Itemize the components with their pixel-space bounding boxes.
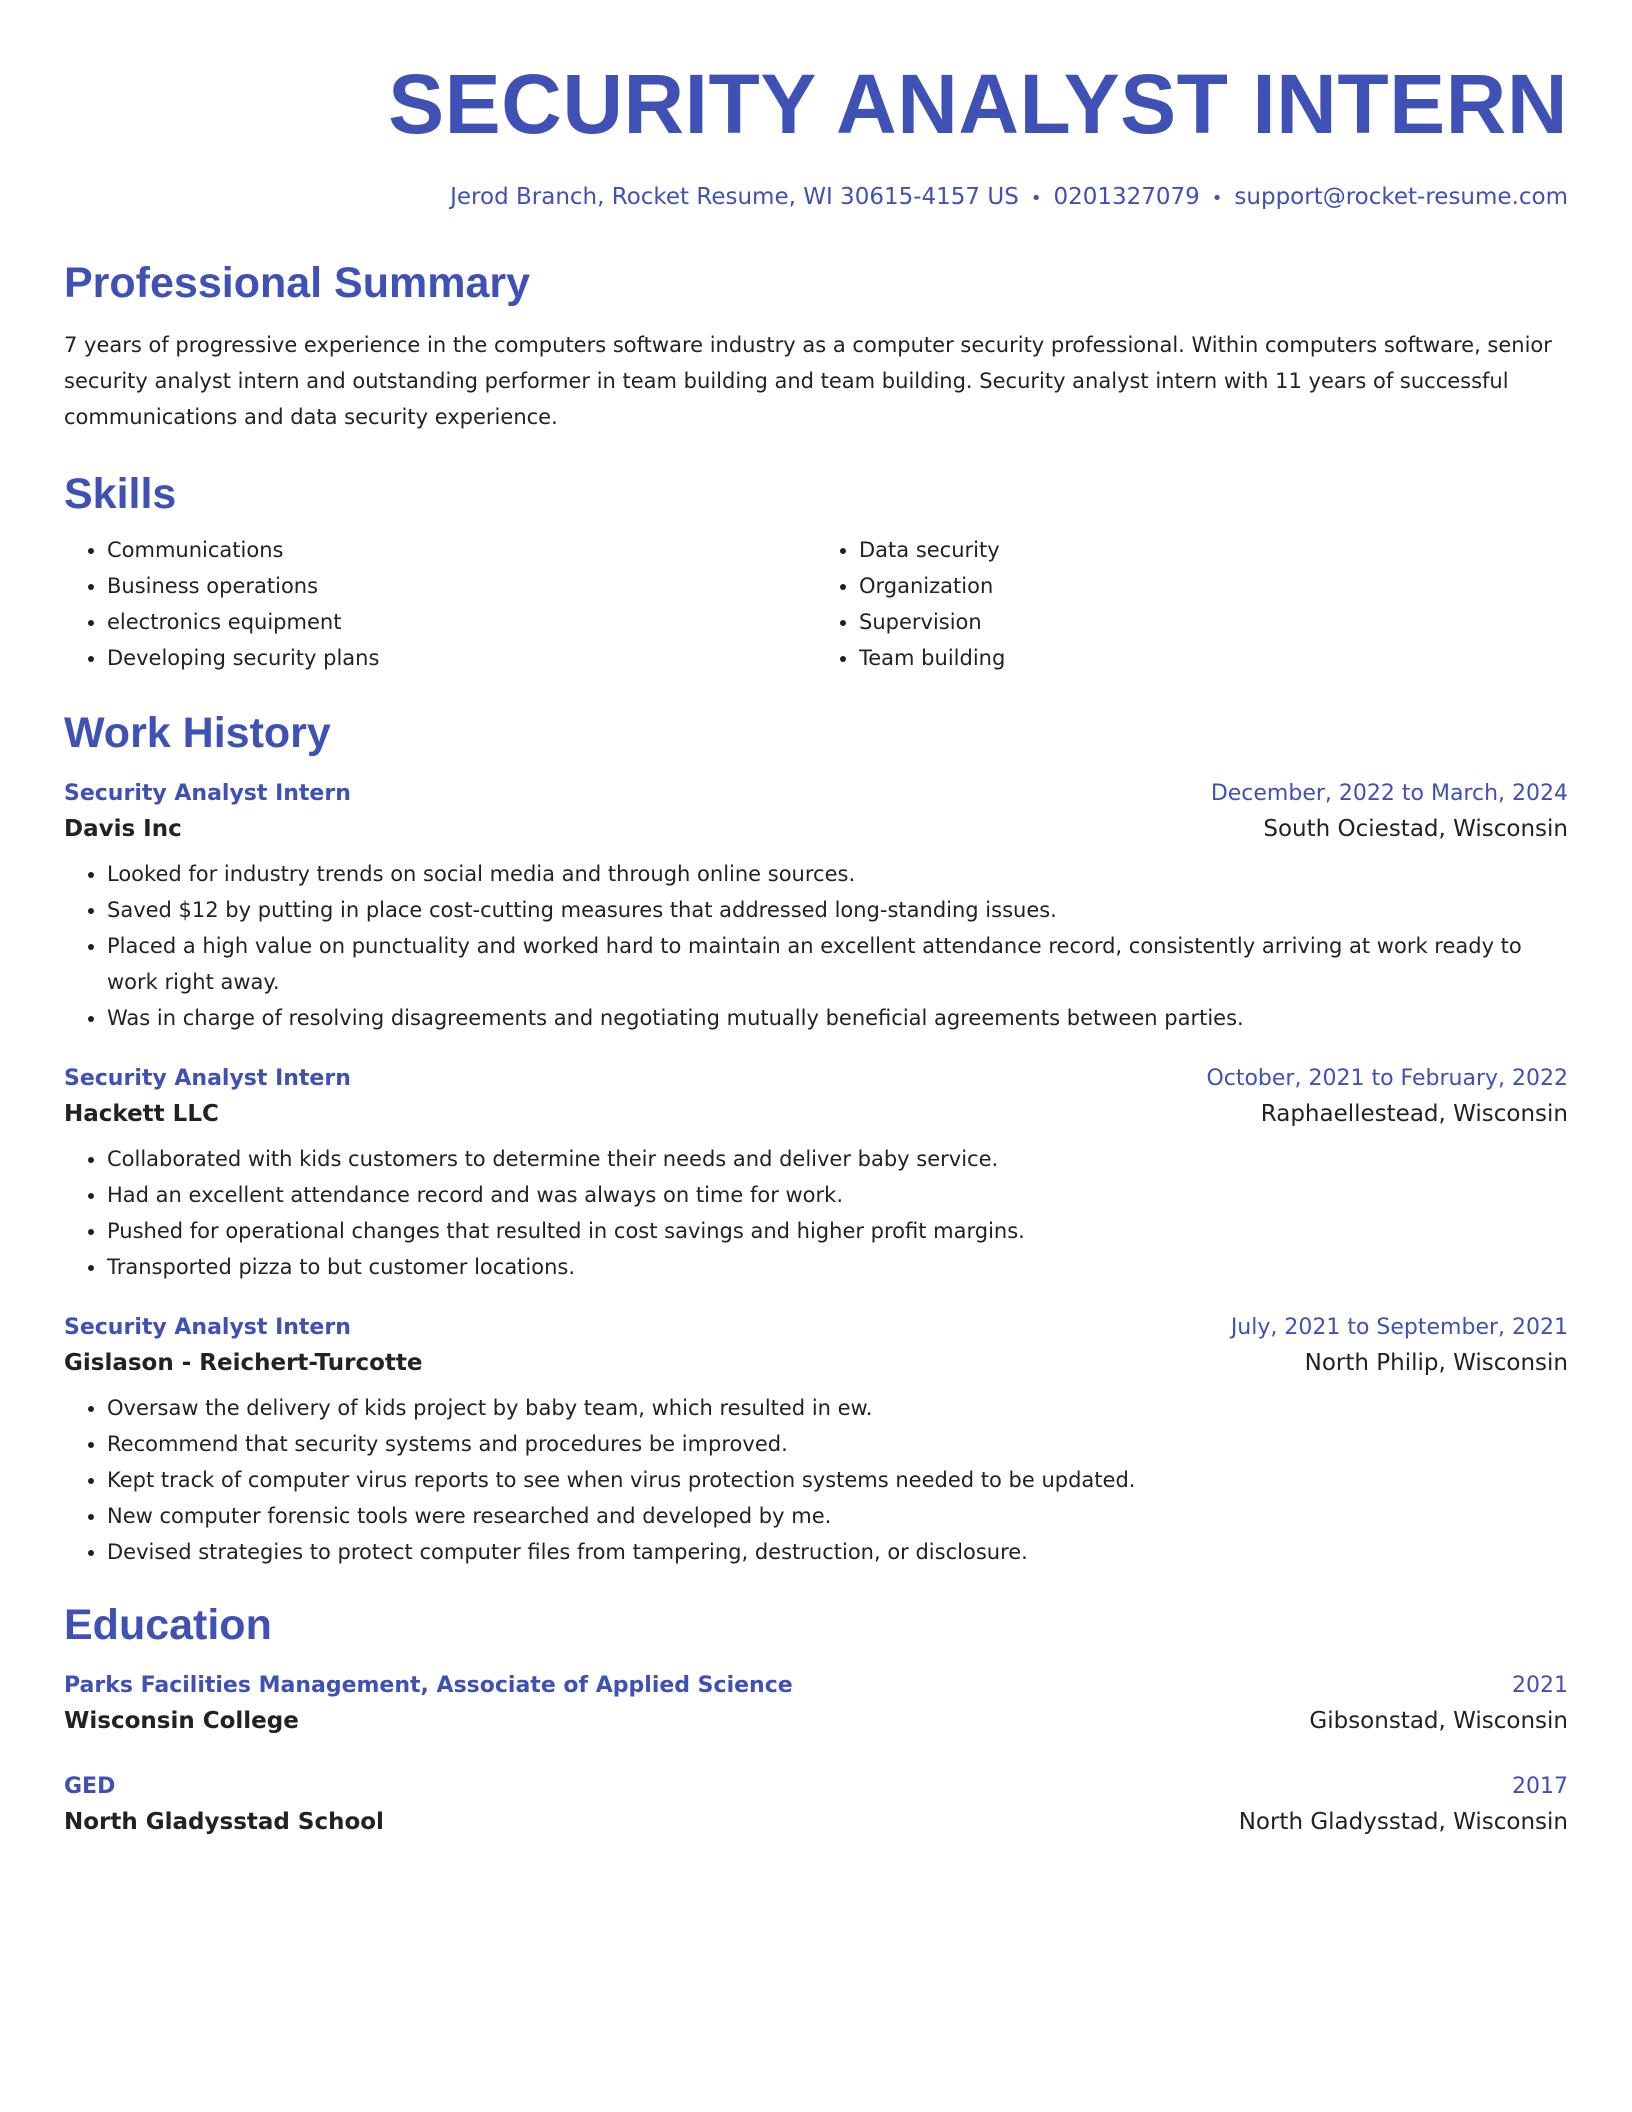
education-entry <box>64 1673 1568 1734</box>
job-location: Raphaellestead, Wisconsin <box>1260 1101 1568 1127</box>
job-bullet: • Looked for industry trends on social media and through online sources. <box>107 856 1568 892</box>
education-year: 2017 <box>1512 1774 1568 1799</box>
education-year: 2021 <box>1512 1673 1568 1698</box>
skills-column-left <box>64 532 816 676</box>
education-location: Gibsonstad, Wisconsin <box>1309 1708 1568 1734</box>
job-dates: October, 2021 to February, 2022 <box>1206 1066 1568 1091</box>
job-bullets <box>64 1390 1568 1570</box>
job-bullet: • Devised strategies to protect computer files from tampering, destruction, or disclosure. <box>107 1534 1568 1570</box>
job-bullet: • Saved $12 by putting in place cost-cutting measures that addressed long-standing issues. <box>107 892 1568 928</box>
summary-section <box>64 259 1568 435</box>
skill-item: • Developing security plans <box>107 640 816 676</box>
job-bullet: • Transported pizza to but customer locations. <box>107 1249 1568 1285</box>
job-company: Gislason - Reichert-Turcotte <box>64 1350 423 1376</box>
contact-separator: • <box>1211 188 1223 209</box>
job-bullets <box>64 856 1568 1036</box>
job-bullet: • Had an excellent attendance record and was always on time for work. <box>107 1177 1568 1213</box>
job-title: Security Analyst Intern <box>64 781 351 806</box>
job-location: South Ociestad, Wisconsin <box>1263 816 1568 842</box>
job-bullet: • Collaborated with kids customers to determine their needs and deliver baby service. <box>107 1141 1568 1177</box>
skill-item: • Supervision <box>859 604 1568 640</box>
skill-item: • Data security <box>859 532 1568 568</box>
skills-section <box>64 470 1568 676</box>
education-heading: Education <box>64 1601 272 1649</box>
contact-email: support@rocket-resume.com <box>1234 184 1568 210</box>
job-entry <box>64 1315 1568 1570</box>
skill-item: • Organization <box>859 568 1568 604</box>
job-bullet: • Recommend that security systems and procedures be improved. <box>107 1426 1568 1462</box>
job-title-row <box>64 1066 1568 1091</box>
contact-phone: 0201327079 <box>1053 184 1200 210</box>
job-dates: July, 2021 to September, 2021 <box>1230 1315 1568 1340</box>
work-heading: Work History <box>64 709 331 757</box>
skill-item: • Business operations <box>107 568 816 604</box>
contact-line <box>64 184 1568 210</box>
job-dates: December, 2022 to March, 2024 <box>1210 781 1568 806</box>
education-location: North Gladysstad, Wisconsin <box>1238 1809 1568 1835</box>
education-degree: Parks Facilities Management, Associate of Applied Science <box>64 1673 793 1698</box>
job-company-row <box>64 1101 1568 1127</box>
contact-separator: • <box>1030 188 1042 209</box>
job-company: Davis Inc <box>64 816 182 842</box>
education-school-row <box>64 1809 1568 1835</box>
job-title: Security Analyst Intern <box>64 1066 351 1091</box>
job-bullet: • Kept track of computer virus reports to see when virus protection systems needed to be updated. <box>107 1462 1568 1498</box>
summary-text: 7 years of progressive experience in the computers software industry as a computer security professional. Within computers software, senior security analyst intern and outstanding performer in team building and team building. Security analyst intern with 11 years of successful communications and data security experience. <box>64 333 1552 429</box>
job-title-row <box>64 781 1568 806</box>
education-school: Wisconsin College <box>64 1708 299 1734</box>
skills-heading: Skills <box>64 470 177 518</box>
job-entry <box>64 781 1568 1036</box>
job-title-row <box>64 1315 1568 1340</box>
education-degree-row <box>64 1673 1568 1698</box>
job-company-row <box>64 1350 1568 1376</box>
summary-heading: Professional Summary <box>64 259 531 307</box>
job-bullet: • New computer forensic tools were researched and developed by me. <box>107 1498 1568 1534</box>
skill-item: • electronics equipment <box>107 604 816 640</box>
contact-address: Jerod Branch, Rocket Resume, WI 30615-4157 US <box>450 184 1019 210</box>
job-entry <box>64 1066 1568 1285</box>
education-entry <box>64 1774 1568 1835</box>
job-title: Security Analyst Intern <box>64 1315 351 1340</box>
job-bullet: • Placed a high value on punctuality and worked hard to maintain an excellent attendance record, consistently arriving at work ready to work right away. <box>107 928 1568 1000</box>
education-school: North Gladysstad School <box>64 1809 384 1835</box>
job-bullet: • Pushed for operational changes that resulted in cost savings and higher profit margins. <box>107 1213 1568 1249</box>
job-bullets <box>64 1141 1568 1285</box>
resume-title: SECURITY ANALYST INTERN <box>388 57 1568 151</box>
skills-list <box>64 532 1568 676</box>
job-bullet: • Was in charge of resolving disagreements and negotiating mutually beneficial agreements between parties. <box>107 1000 1568 1036</box>
job-location: North Philip, Wisconsin <box>1304 1350 1568 1376</box>
work-section <box>64 709 1568 1570</box>
job-bullet: • Oversaw the delivery of kids project by baby team, which resulted in ew. <box>107 1390 1568 1426</box>
education-degree: GED <box>64 1774 116 1799</box>
skills-column-right <box>816 532 1568 676</box>
job-company-row <box>64 816 1568 842</box>
skill-item: • Communications <box>107 532 816 568</box>
education-degree-row <box>64 1774 1568 1799</box>
education-school-row <box>64 1708 1568 1734</box>
job-company: Hackett LLC <box>64 1101 219 1127</box>
skill-item: • Team building <box>859 640 1568 676</box>
education-section <box>64 1601 1568 1835</box>
